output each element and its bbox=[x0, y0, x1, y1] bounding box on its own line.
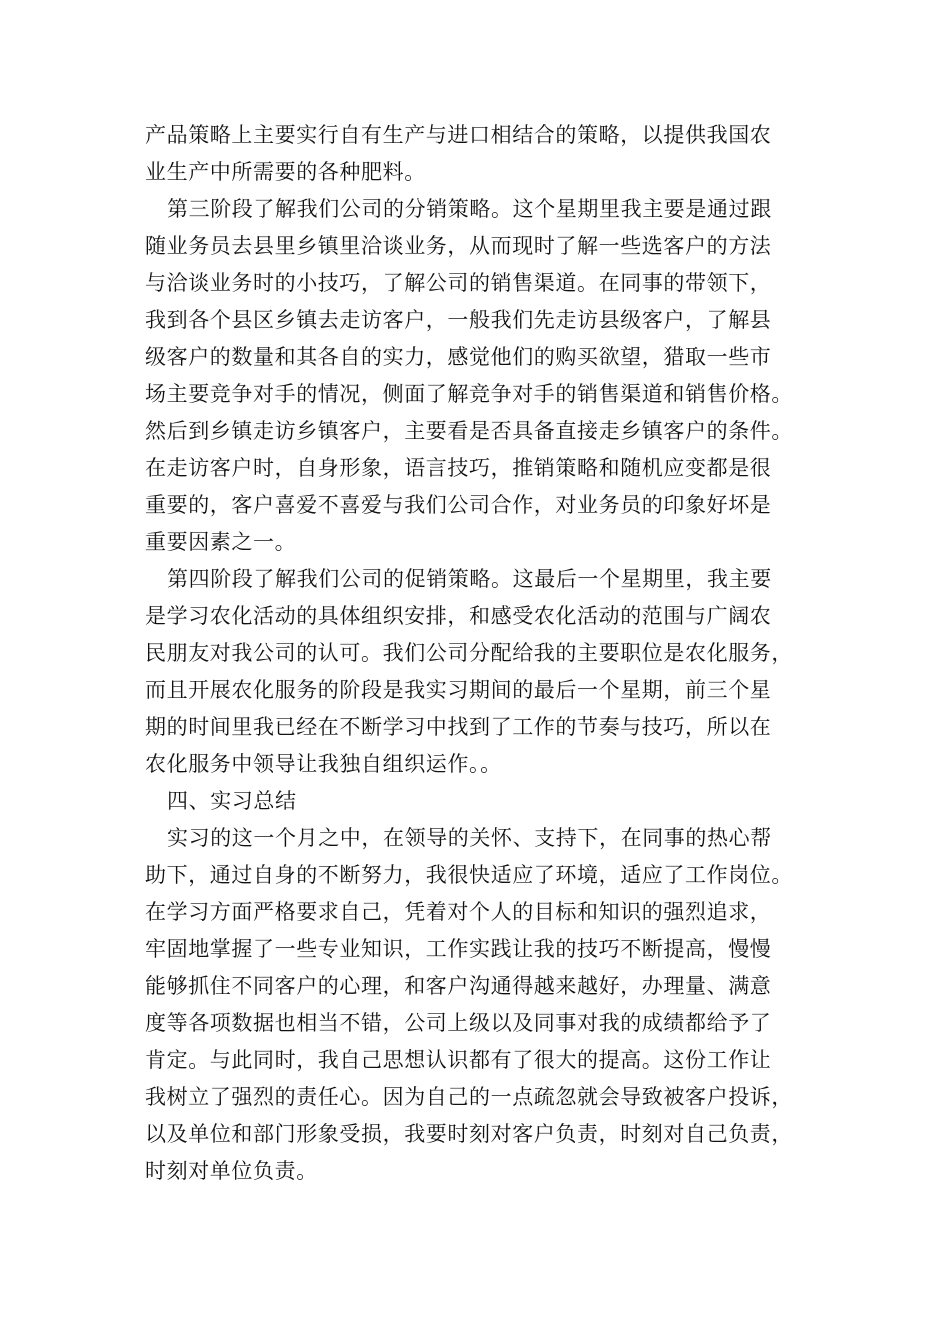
text-line: 产品策略上主要实行自有生产与进口相结合的策略，以提供我国农 bbox=[145, 123, 772, 147]
text-line: 能够抓住不同客户的心理，和客户沟通得越来越好，办理量、满意 bbox=[145, 974, 772, 998]
text-line: 牢固地掌握了一些专业知识，工作实践让我的技巧不断提高，慢慢 bbox=[145, 937, 772, 961]
text-line: 四、实习总结 bbox=[167, 789, 297, 813]
text-line: 在学习方面严格要求自己，凭着对个人的目标和知识的强烈追求， bbox=[145, 900, 772, 924]
text-line: 我到各个县区乡镇去走访客户，一般我们先走访县级客户，了解县 bbox=[145, 308, 772, 332]
text-line: 重要因素之一。 bbox=[145, 530, 297, 554]
text-line: 随业务员去县里乡镇里洽谈业务，从而现时了解一些选客户的方法 bbox=[145, 234, 772, 258]
text-line: 我树立了强烈的责任心。因为自己的一点疏忽就会导致被客户投诉， bbox=[145, 1085, 793, 1109]
text-line: 实习的这一个月之中，在领导的关怀、支持下，在同事的热心帮 bbox=[167, 826, 772, 850]
text-line: 与洽谈业务时的小技巧，了解公司的销售渠道。在同事的带领下， bbox=[145, 271, 772, 295]
text-line: 场主要竞争对手的情况，侧面了解竞争对手的销售渠道和销售价格。 bbox=[145, 382, 793, 406]
text-line: 期的时间里我已经在不断学习中找到了工作的节奏与技巧，所以在 bbox=[145, 715, 772, 739]
text-line: 级客户的数量和其各自的实力，感觉他们的购买欲望，猎取一些市 bbox=[145, 345, 772, 369]
text-line: 第三阶段了解我们公司的分销策略。这个星期里我主要是通过跟 bbox=[167, 197, 772, 221]
text-line: 肯定。与此同时，我自己思想认识都有了很大的提高。这份工作让 bbox=[145, 1048, 772, 1072]
text-line: 农化服务中领导让我独自组织运作。。 bbox=[145, 752, 502, 776]
text-line: 时刻对单位负责。 bbox=[145, 1159, 318, 1183]
text-line: 度等各项数据也相当不错，公司上级以及同事对我的成绩都给予了 bbox=[145, 1011, 772, 1035]
text-line: 而且开展农化服务的阶段是我实习期间的最后一个星期，前三个星 bbox=[145, 678, 772, 702]
text-line: 以及单位和部门形象受损，我要时刻对客户负责，时刻对自己负责， bbox=[145, 1122, 793, 1146]
text-line: 然后到乡镇走访乡镇客户，主要看是否具备直接走乡镇客户的条件。 bbox=[145, 419, 793, 443]
document-body bbox=[145, 117, 825, 1190]
text-line: 民朋友对我公司的认可。我们公司分配给我的主要职位是农化服务， bbox=[145, 641, 793, 665]
text-line: 第四阶段了解我们公司的促销策略。这最后一个星期里，我主要 bbox=[167, 567, 772, 591]
text-line: 在走访客户时，自身形象，语言技巧，推销策略和随机应变都是很 bbox=[145, 456, 772, 480]
text-line: 重要的，客户喜爱不喜爱与我们公司合作，对业务员的印象好坏是 bbox=[145, 493, 772, 517]
text-line: 助下，通过自身的不断努力，我很快适应了环境，适应了工作岗位。 bbox=[145, 863, 793, 887]
text-line: 是学习农化活动的具体组织安排，和感受农化活动的范围与广阔农 bbox=[145, 604, 772, 628]
text-line: 业生产中所需要的各种肥料。 bbox=[145, 160, 426, 184]
